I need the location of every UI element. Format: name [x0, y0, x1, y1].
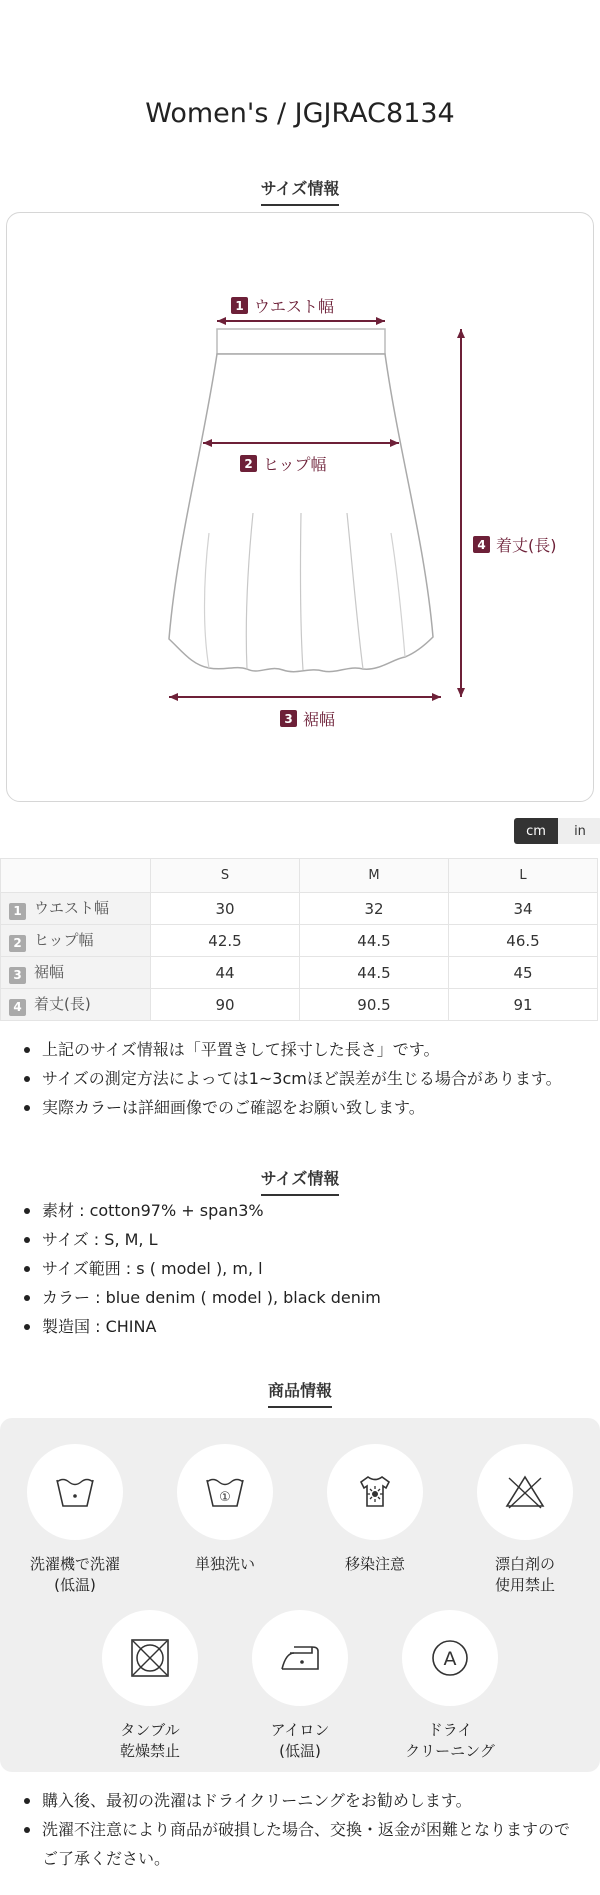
care-label: アイロン: [270, 1721, 330, 1739]
list-item: サイズの測定方法によっては1~3cmほど誤差が生じる場合があります。: [22, 1064, 582, 1093]
dry-clean-icon: [429, 1637, 471, 1679]
care-item-machine-wash: [10, 1444, 140, 1596]
list-item: 上記のサイズ情報は「平置きして採寸した長さ」です。: [22, 1035, 582, 1064]
hem-label: 3 裾幅: [280, 707, 335, 730]
table-row: [1, 925, 598, 957]
wash-separately-icon: [205, 1474, 245, 1510]
iron-low-icon: [278, 1641, 322, 1675]
care-label: ドライ: [427, 1721, 473, 1739]
product-title: Women's / JGJRAC8134: [145, 98, 455, 129]
care-label: タンブル: [120, 1721, 180, 1739]
unit-in-button[interactable]: in: [558, 818, 600, 844]
care-item-wash-separately: [160, 1444, 290, 1575]
hip-label: 2 ヒップ幅: [240, 452, 327, 475]
list-item: 購入後、最初の洗濯はドライクリーニングをお勧めします。: [22, 1786, 582, 1815]
table-cell: 90.5: [300, 989, 449, 1021]
size-col-s: S: [151, 859, 300, 893]
table-row: [1, 893, 598, 925]
spec-heading: サイズ情報: [0, 1166, 600, 1196]
list-item: カラー : blue denim ( model ), black denim: [22, 1283, 582, 1312]
care-item-dye-transfer: [310, 1444, 440, 1575]
table-cell: 90: [151, 989, 300, 1021]
list-item: サイズ範囲 : s ( model ), m, l: [22, 1254, 582, 1283]
care-notes: [22, 1786, 582, 1873]
care-label: 移染注意: [344, 1555, 405, 1573]
care-item-no-bleach: [460, 1444, 590, 1596]
care-label: 単独洗い: [194, 1555, 255, 1573]
dye-transfer-icon: [355, 1472, 395, 1512]
size-table-header: [1, 859, 598, 893]
size-notes: [22, 1035, 582, 1122]
size-col-m: M: [300, 859, 449, 893]
row-label: 2 ヒップ幅: [1, 925, 151, 957]
table-cell: 44: [151, 957, 300, 989]
care-label-sub: クリーニング: [405, 1742, 495, 1760]
table-row: [1, 957, 598, 989]
list-item: 製造国 : CHINA: [22, 1312, 582, 1341]
skirt-size-diagram: [6, 212, 594, 802]
size-table-corner: [1, 859, 151, 893]
care-instructions-panel: [0, 1418, 600, 1772]
machine-wash-icon: [55, 1474, 95, 1510]
unit-toggle: [514, 818, 600, 844]
table-cell: 32: [300, 893, 449, 925]
table-row: [1, 989, 598, 1021]
list-item: 実際カラーは詳細画像でのご確認をお願い致します。: [22, 1093, 582, 1122]
list-item: 素材 : cotton97% + span3%: [22, 1196, 582, 1225]
row-label: 1 ウエスト幅: [1, 893, 151, 925]
size-col-l: L: [449, 859, 598, 893]
svg-text:A: A: [443, 1648, 457, 1670]
list-item: 洗濯不注意により商品が破損した場合、交換・返金が困難となりますので ご了承ください。: [22, 1815, 582, 1873]
size-info-heading: サイズ情報: [0, 176, 600, 206]
table-cell: 45: [449, 957, 598, 989]
spec-list: [22, 1196, 582, 1341]
svg-text:①: ①: [219, 1490, 231, 1505]
waist-label: 1 ウエスト幅: [231, 294, 334, 317]
table-cell: 42.5: [151, 925, 300, 957]
no-bleach-icon: [503, 1472, 547, 1512]
table-cell: 30: [151, 893, 300, 925]
care-item-no-tumble-dry: [85, 1610, 215, 1762]
care-label-sub: 乾燥禁止: [119, 1742, 180, 1760]
table-cell: 91: [449, 989, 598, 1021]
care-item-dry-clean: [385, 1610, 515, 1762]
care-item-iron-low: [235, 1610, 365, 1762]
care-label-sub: (低温): [279, 1742, 321, 1760]
care-label: 洗濯機で洗濯: [29, 1555, 120, 1573]
unit-cm-button[interactable]: cm: [514, 818, 558, 844]
care-label-sub: 使用禁止: [494, 1576, 555, 1594]
table-cell: 44.5: [300, 925, 449, 957]
row-label: 4 着丈(長): [1, 989, 151, 1021]
length-label: 4 着丈(長): [473, 533, 557, 556]
size-table: [0, 858, 598, 1021]
product-info-heading: 商品情報: [0, 1378, 600, 1408]
no-tumble-dry-icon: [129, 1637, 171, 1679]
table-cell: 34: [449, 893, 598, 925]
row-label: 3 裾幅: [1, 957, 151, 989]
table-cell: 44.5: [300, 957, 449, 989]
care-label: 漂白剤の: [494, 1555, 555, 1573]
care-label-sub: (低温): [54, 1576, 96, 1594]
list-item: サイズ : S, M, L: [22, 1225, 582, 1254]
table-cell: 46.5: [449, 925, 598, 957]
